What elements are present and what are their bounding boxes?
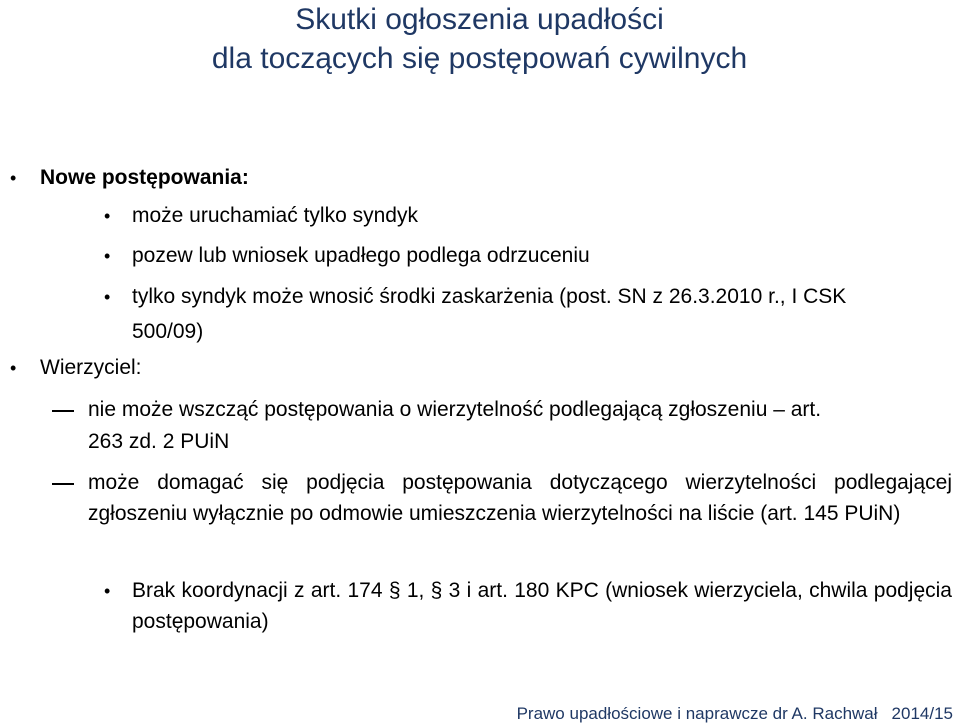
creditor-sub-bullet: Brak koordynacji z art. 174 § 1, § 3 i art. 180 KPC (wniosek wierzyciela, chwila podjęcia postępowania) <box>132 579 952 633</box>
list-item: tylko syndyk może wnosić środki zaskarżenia (post. SN z 26.3.2010 r., I CSK <box>132 285 847 308</box>
footer-text: Prawo upadłościowe i naprawcze dr A. Rachwał <box>516 704 878 723</box>
list-item: może uruchamiać tylko syndyk <box>132 204 418 227</box>
bullet-icon: • <box>104 287 111 307</box>
slide-title <box>0 0 959 78</box>
bullet-icon: • <box>10 358 17 378</box>
section-heading-new-proceedings: Nowe postępowania: <box>40 166 249 189</box>
footer <box>517 700 953 728</box>
dash-icon <box>52 483 74 485</box>
creditor-item-1-line-1: nie może wszcząć postępowania o wierzytelność podlegającą zgłoszeniu – art. <box>88 398 822 421</box>
section-heading-creditor: Wierzyciel: <box>40 356 142 379</box>
title-line-2: dla toczących się postępowań cywilnych <box>211 42 748 75</box>
dash-icon <box>52 410 74 412</box>
bullet-icon: • <box>104 581 111 601</box>
bullet-icon: • <box>104 246 111 266</box>
list-item-continuation: 500/09) <box>132 320 204 343</box>
footer-year: 2014/15 <box>891 704 953 723</box>
bullet-icon: • <box>10 168 17 188</box>
title-line-1: Skutki ogłoszenia upadłości <box>295 3 664 36</box>
creditor-item-2: może domagać się podjęcia postępowania dotyczącego wierzytelności podlegającej zgłoszeniu wyłącznie po odmowie umieszczenia wierzytelności na liście (art. 145 PUiN) <box>88 471 952 525</box>
creditor-item-1-line-2: 263 zd. 2 PUiN <box>88 430 230 453</box>
bullet-icon: • <box>104 206 111 226</box>
list-item: pozew lub wniosek upadłego podlega odrzuceniu <box>132 244 590 267</box>
